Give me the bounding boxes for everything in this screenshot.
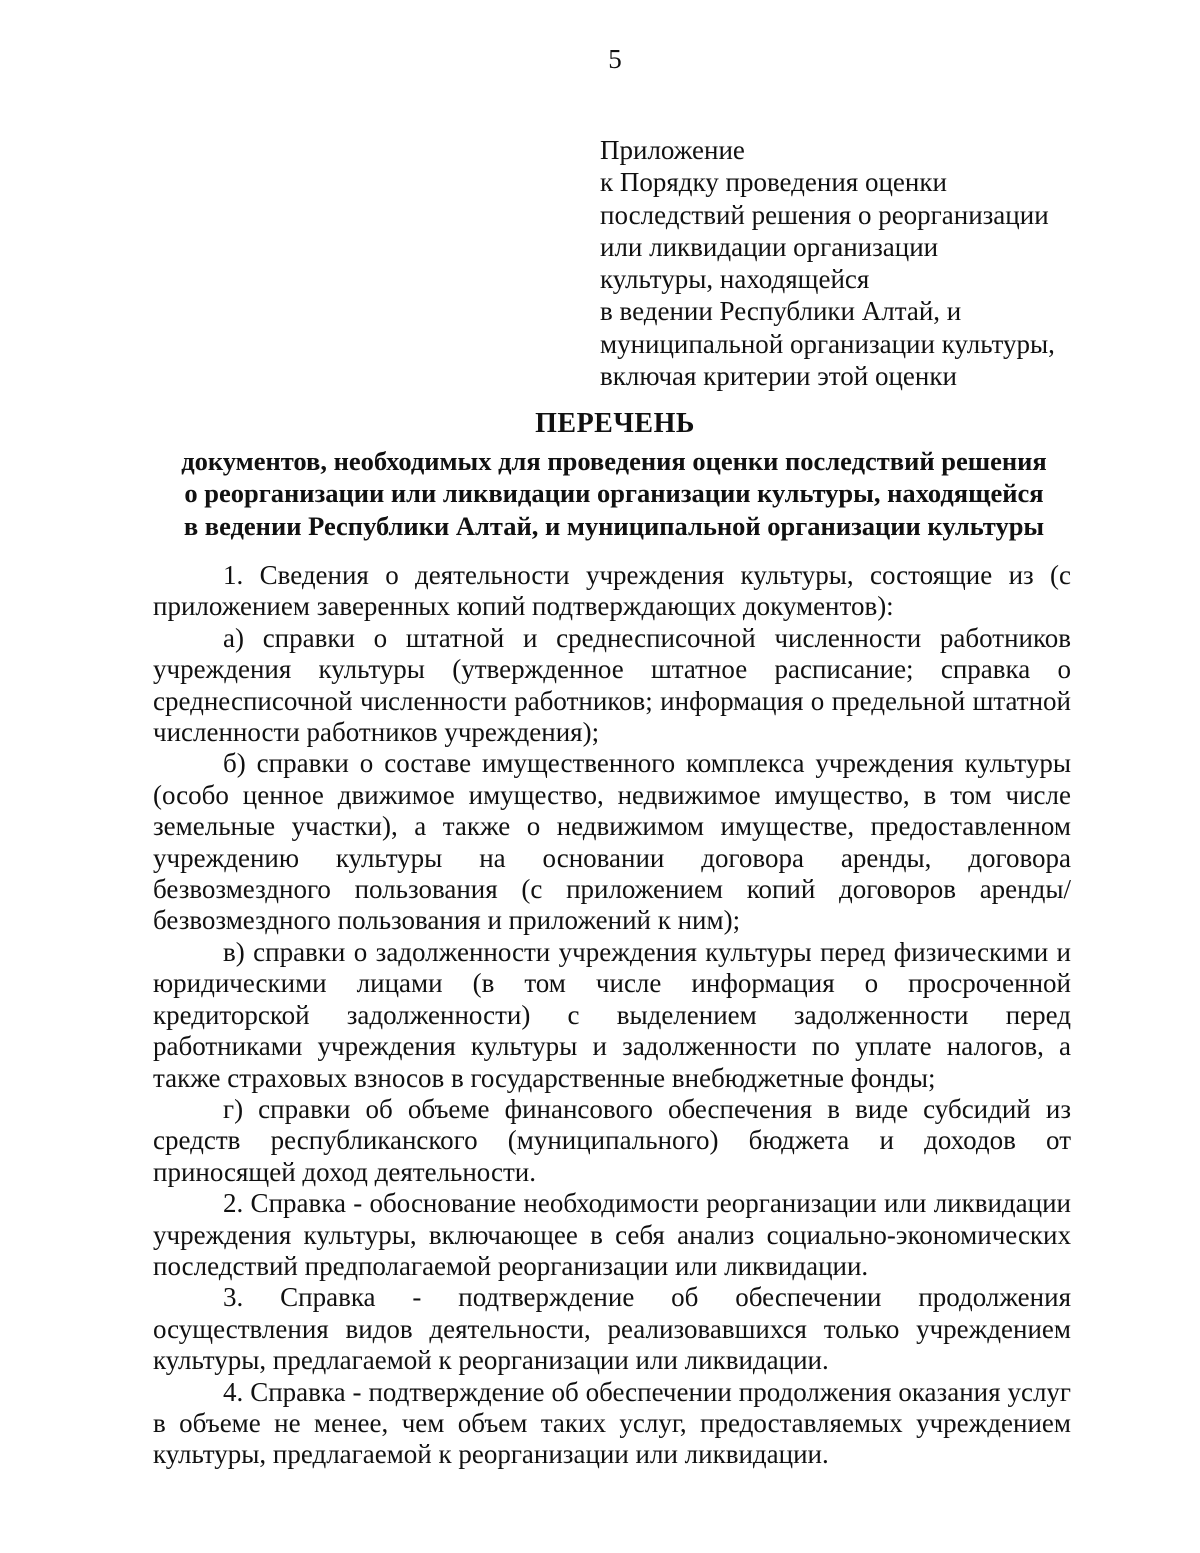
page-number: 5: [608, 44, 622, 74]
appendix-line: муниципальной организации культуры,: [600, 328, 1055, 359]
paragraph-item-4: 4. Справка - подтверждение об обеспечении продолжения оказания услуг в объеме не менее, чем объем таких услуг, предоставляемых учреждением культуры, предлагаемой к реорганизации или ликвидации.: [153, 1376, 1071, 1470]
paragraph-item-1: 1. Сведения о деятельности учреждения культуры, состоящие из (с приложением заверенных копий подтверждающих документов):: [153, 560, 1071, 622]
appendix-line: или ликвидации организации: [600, 231, 939, 262]
appendix-header: [600, 134, 1160, 392]
appendix-line: к Порядку проведения оценки: [600, 167, 947, 198]
appendix-line: Приложение: [600, 135, 745, 165]
document-subtitle: [150, 445, 1078, 542]
paragraph-item-1g: г) справки об объеме финансового обеспечения в виде субсидий из средств республиканского (муниципального) бюджета и доходов от приносящей доход деятельности.: [153, 1093, 1071, 1187]
appendix-line: включая критерии этой оценки: [600, 361, 957, 392]
document-title: ПЕРЕЧЕНЬ: [535, 408, 695, 439]
paragraph-item-3: 3. Справка - подтверждение об обеспечении продолжения осуществления видов деятельности, реализовавшихся только учреждением культуры, предлагаемой к реорганизации или ликвидации.: [153, 1282, 1071, 1376]
appendix-line: последствий решения о реорганизации: [600, 199, 1049, 230]
subtitle-line: о реорганизации или ликвидации организации культуры, находящейся: [184, 478, 1044, 509]
paragraph-item-1v: в) справки о задолженности учреждения культуры перед физическими и юридическими лицами (в том числе информация о просроченной кредиторской задолженности) с выделением задолженности перед работниками учреждения культуры и задолженности по уплате налогов, а также страховых взносов в государственные внебюджетные фонды;: [153, 936, 1071, 1093]
appendix-line: в ведении Республики Алтай, и: [600, 296, 962, 327]
paragraph-item-1a: а) справки о штатной и среднесписочной численности работников учреждения культуры (утвержденное штатное расписание; справка о среднесписочной численности работников; информация о предельной штатной численности работников учреждения);: [153, 622, 1071, 748]
paragraph-item-1b: б) справки о составе имущественного комплекса учреждения культуры (особо ценное движимое имущество, недвижимое имущество, в том числе земельные участки), а также о недвижимом имуществе, предоставленном учреждению культуры на основании договора аренды, договора безвозмездного пользования (с приложением копий договоров аренды/безвозмездного пользования и приложений к ним);: [153, 748, 1071, 936]
subtitle-line: документов, необходимых для проведения оценки последствий решения: [181, 446, 1047, 476]
paragraph-item-2: 2. Справка - обоснование необходимости реорганизации или ликвидации учреждения культуры, включающее в себя анализ социально-экономических последствий предполагаемой реорганизации или ликвидации.: [153, 1188, 1071, 1281]
document-body: [153, 560, 1071, 1471]
subtitle-line: в ведении Республики Алтай, и муниципальной организации культуры: [183, 510, 1045, 541]
appendix-line: культуры, находящейся: [600, 264, 870, 295]
